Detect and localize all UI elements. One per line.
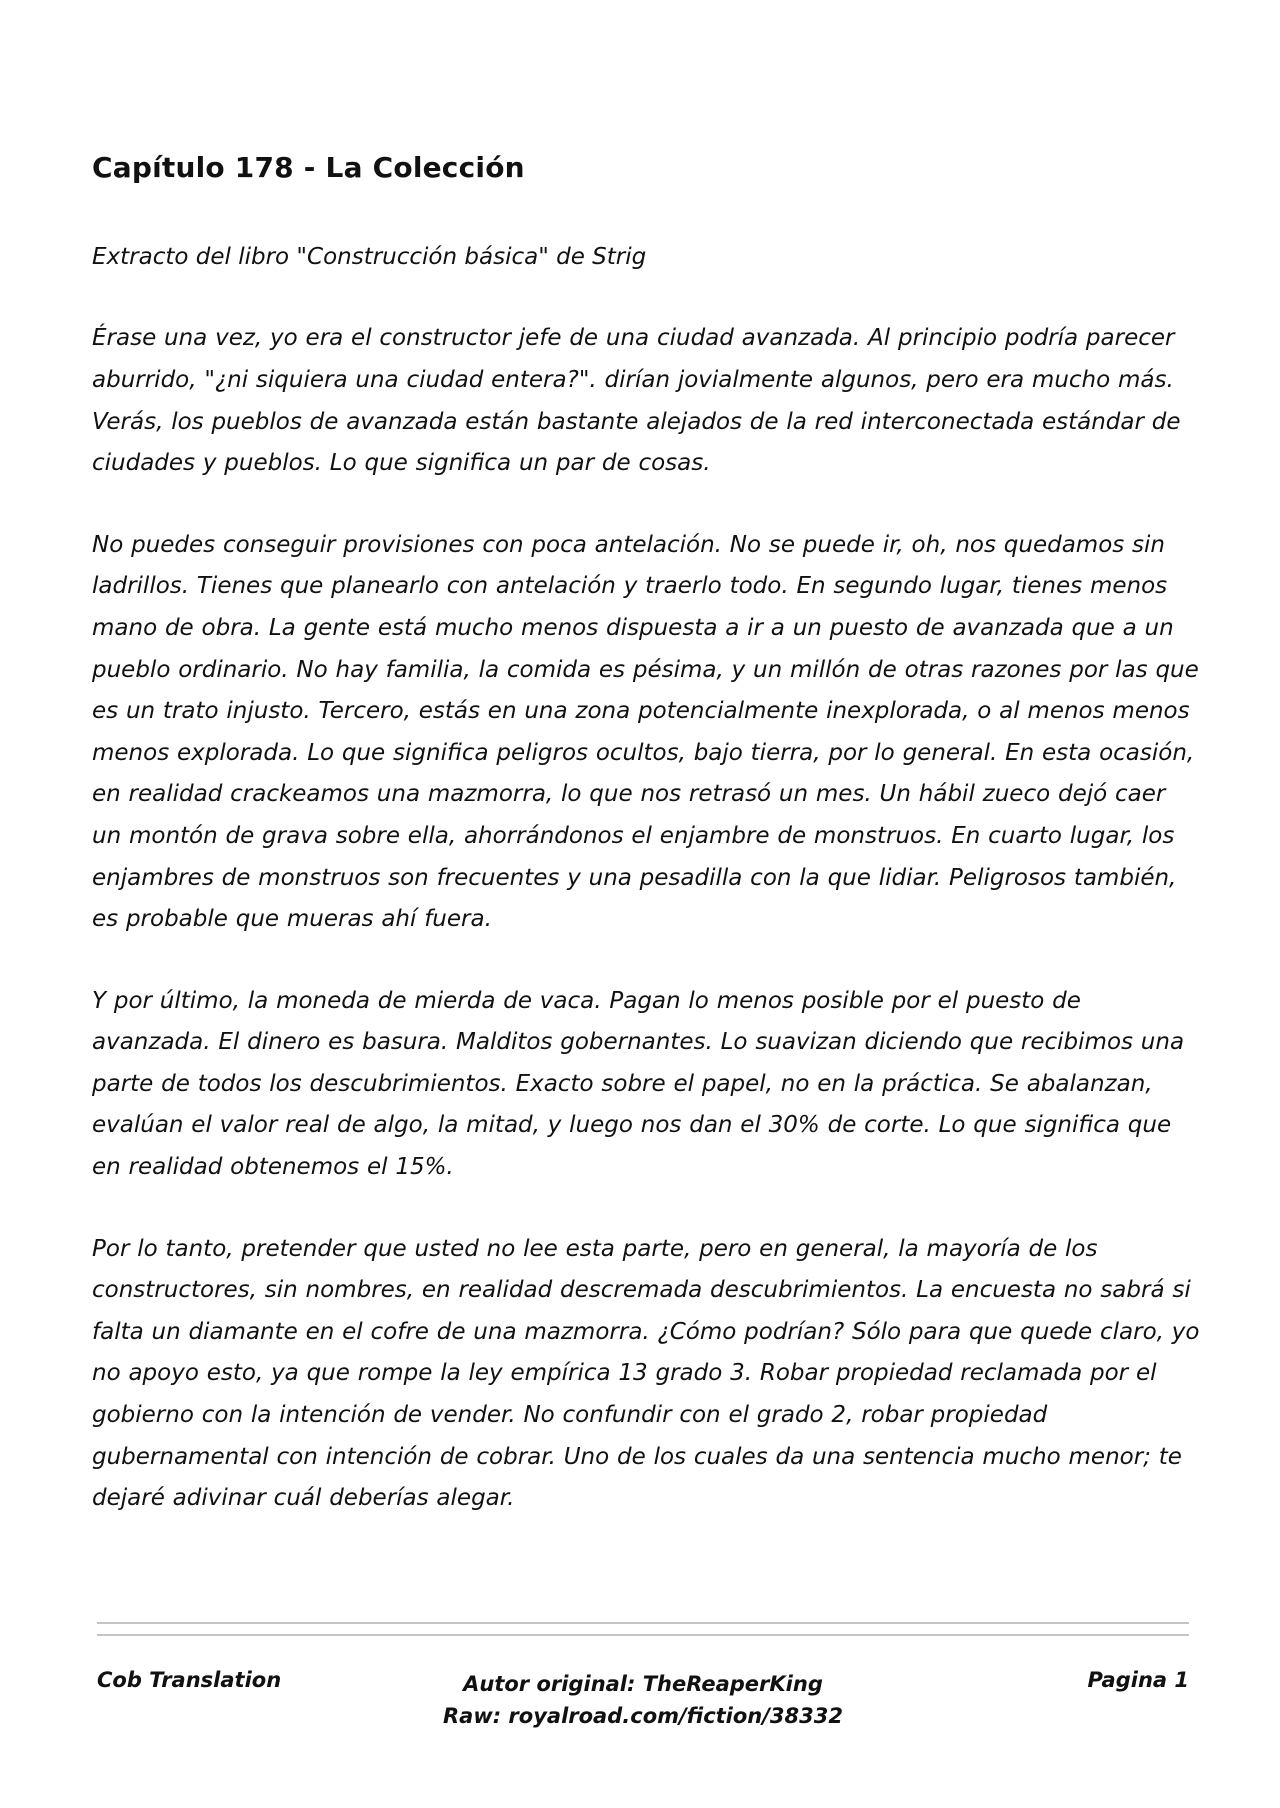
- chapter-title: Capítulo 178 - La Colección: [92, 151, 525, 184]
- footer-translator: Cob Translation: [97, 1668, 282, 1692]
- document-body: [92, 150, 1202, 1560]
- footer-raw-source: Raw: royalroad.com/fiction/38332: [442, 1704, 843, 1728]
- footer-divider-top: [97, 1622, 1189, 1624]
- paragraph-2: No puedes conseguir provisiones con poca antelación. No se puede ir, oh, nos quedamos sin ladrillos. Tienes que planearlo con antelación y traerlo todo. En segundo lugar, tienes menos mano de obra. La gente está mucho menos dispuesta a ir a un puesto de avanzada que a un pueblo ordinario. No hay familia, la comida es pésima, y un millón de otras razones por las que es un trato injusto. Tercero, estás en una zona potencialmente inexplorada, o al menos menos menos explorada. Lo que significa peligros ocultos, bajo tierra, por lo general. En esta ocasión, en realidad crackeamos una mazmorra, lo que nos retrasó un mes. Un hábil zueco dejó caer un montón de grava sobre ella, ahorrándonos el enjambre de monstruos. En cuarto lugar, los enjambres de monstruos son frecuentes y una pesadilla con la que lidiar. Peligrosos también, es probable que mueras ahí fuera.: [92, 531, 1199, 933]
- footer-page-number: Pagina 1: [1087, 1668, 1189, 1692]
- book-excerpt-subtitle: Extracto del libro "Construcción básica" de Strig: [92, 244, 647, 271]
- paragraph-4: Por lo tanto, pretender que usted no lee esta parte, pero en general, la mayoría de los constructores, sin nombres, en realidad descremada descubrimientos. La encuesta no sabrá si falta un diamante en el cofre de una mazmorra. ¿Cómo podrían? Sólo para que quede claro, yo no apoyo esto, ya que rompe la ley empírica 13 grado 3. Robar propiedad reclamada por el gobierno con la intención de vender. No confundir con el grado 2, robar propiedad gubernamental con intención de cobrar. Uno de los cuales da una sentencia mucho menor; te dejaré adivinar cuál deberías alegar.: [92, 1235, 1200, 1512]
- footer-divider-bottom: [97, 1634, 1189, 1636]
- footer-credits: [97, 1668, 1189, 1732]
- paragraph-3: Y por último, la moneda de mierda de vaca. Pagan lo menos posible por el puesto de avanzada. El dinero es basura. Malditos gobernantes. Lo suavizan diciendo que recibimos una parte de todos los descubrimientos. Exacto sobre el papel, no en la práctica. Se abalanzan, evalúan el valor real de algo, la mitad, y luego nos dan el 30% de corte. Lo que significa que en realidad obtenemos el 15%.: [92, 987, 1185, 1181]
- paragraph-1: Érase una vez, yo era el constructor jefe de una ciudad avanzada. Al principio podría parecer aburrido, "¿ni siquiera una ciudad entera?". dirían jovialmente algunos, pero era mucho más. Verás, los pueblos de avanzada están bastante alejados de la red interconectada estándar de ciudades y pueblos. Lo que significa un par de cosas.: [92, 325, 1181, 477]
- footer-original-author: Autor original: TheReaperKing: [463, 1672, 823, 1696]
- page-footer: [97, 1668, 1189, 1748]
